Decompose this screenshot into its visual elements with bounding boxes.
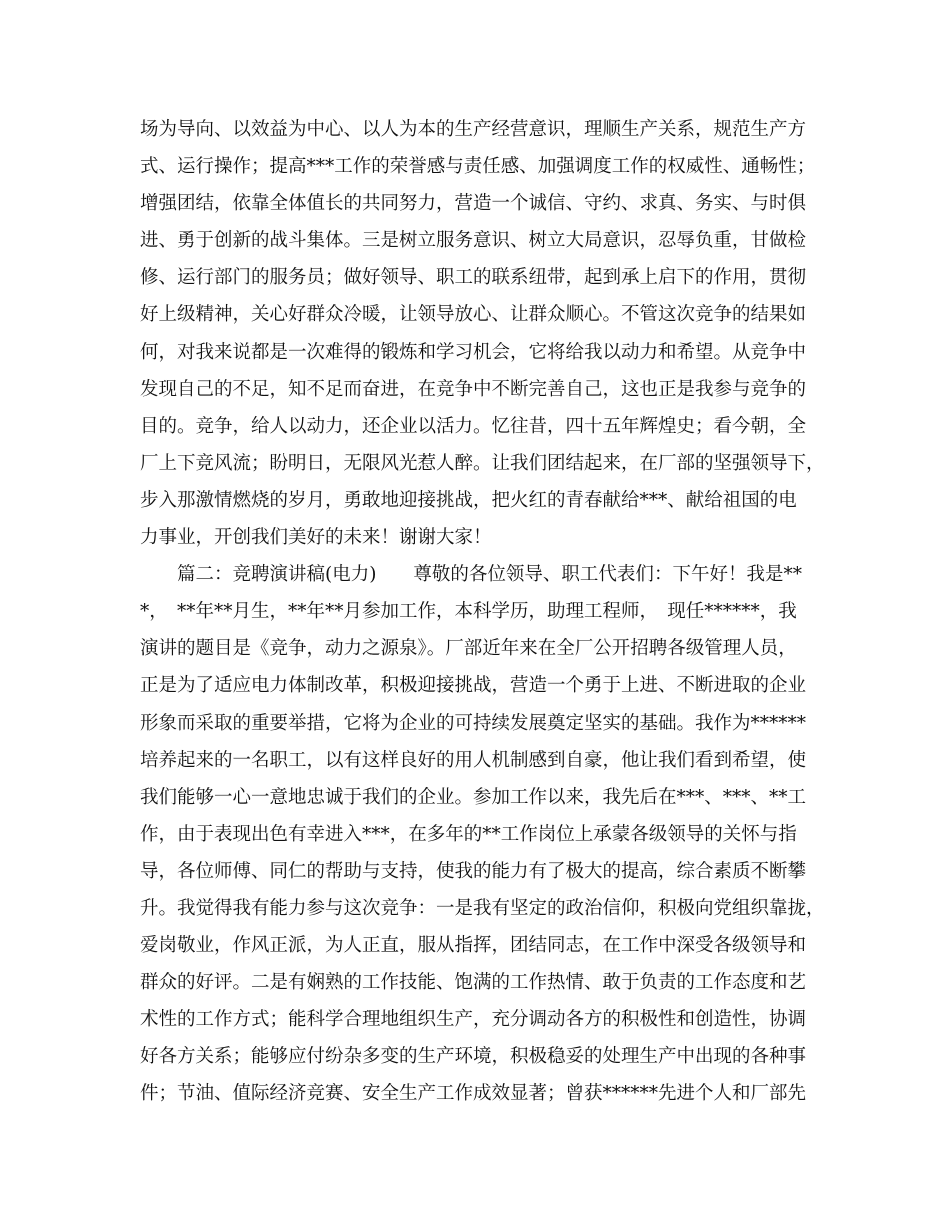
text-line: 正是为了适应电力体制改革，积极迎接挑战，营造一个勇于上进、不断进取的企业 [140, 675, 807, 697]
text-line: 形象而采取的重要举措，它将为企业的可持续发展奠定坚实的基础。我作为****** [140, 712, 807, 734]
text-line: 导，各位师傅、同仁的帮助与支持，使我的能力有了极大的提高，综合素质不断攀 [140, 860, 807, 882]
text-line: 修、运行部门的服务员；做好领导、职工的联系纽带，起到承上启下的作用，贯彻 [140, 267, 807, 289]
text-line: 我们能够一心一意地忠诚于我们的企业。参加工作以来，我先后在***、***、**工 [140, 786, 807, 808]
text-line: 件；节油、值际经济竞赛、安全生产工作成效显著；曾获******先进个人和厂部先 [140, 1083, 807, 1105]
text-line: 好上级精神，关心好群众冷暖，让领导放心、让群众顺心。不管这次竞争的结果如 [140, 304, 807, 326]
text-line: 群众的好评。二是有娴熟的工作技能、饱满的工作热情、敢于负责的工作态度和艺 [140, 972, 807, 994]
section-heading-line: 篇二：竞聘演讲稿(电力) 尊敬的各位领导、职工代表们：下午好！我是** [140, 564, 802, 586]
text-line: 升。我觉得我有能力参与这次竞争：一是我有坚定的政治信仰，积极向党组织靠拢， [140, 897, 825, 919]
text-line: 好各方关系；能够应付纷杂多变的生产环境，积极稳妥的处理生产中出现的各种事 [140, 1046, 807, 1068]
text-line: 场为导向、以效益为中心、以人为本的生产经营意识，理顺生产关系，规范生产方 [140, 119, 807, 140]
text-line: *， **年**月生，**年**月参加工作，本科学历，助理工程师， 现任******，我 [140, 601, 797, 623]
text-line: 发现自己的不足，知不足而奋进，在竞争中不断完善自己，这也正是我参与竞争的 [140, 378, 807, 400]
text-line: 进、勇于创新的战斗集体。三是树立服务意识、树立大局意识，忍辱负重，甘做检 [140, 230, 807, 252]
body-text [140, 111, 830, 1113]
text-line: 目的。竞争，给人以动力，还企业以活力。忆往昔，四十五年辉煌史；看今朝，全 [140, 415, 807, 437]
text-line: 何，对我来说都是一次难得的锻炼和学习机会，它将给我以动力和希望。从竞争中 [140, 341, 807, 363]
text-line: 增强团结，依靠全体值长的共同努力，营造一个诚信、守约、求真、务实、与时俱 [140, 193, 807, 215]
text-line: 厂上下竞风流；盼明日，无限风光惹人醉。让我们团结起来，在厂部的坚强领导下， [140, 452, 825, 474]
text-line: 演讲的题目是《竞争，动力之源泉》。厂部近年来在全厂公开招聘各级管理人员， [140, 638, 797, 660]
text-line: 式、运行操作；提高***工作的荣誉感与责任感、加强调度工作的权威性、通畅性； [140, 156, 816, 178]
text-line: 步入那激情燃烧的岁月，勇敢地迎接挑战，把火红的青春献给***、献给祖国的电 [140, 489, 797, 511]
text-line: 术性的工作方式；能科学合理地组织生产，充分调动各方的积极性和创造性，协调 [140, 1009, 807, 1031]
text-line: 力事业，开创我们美好的未来！谢谢大家！ [140, 527, 492, 549]
text-line: 培养起来的一名职工，以有这样良好的用人机制感到自豪，他让我们看到希望，使 [140, 749, 807, 771]
text-line: 作，由于表现出色有幸进入***，在多年的**工作岗位上承蒙各级领导的关怀与指 [140, 823, 797, 845]
text-line: 爱岗敬业，作风正派，为人正直，服从指挥，团结同志，在工作中深受各级领导和 [140, 935, 807, 957]
